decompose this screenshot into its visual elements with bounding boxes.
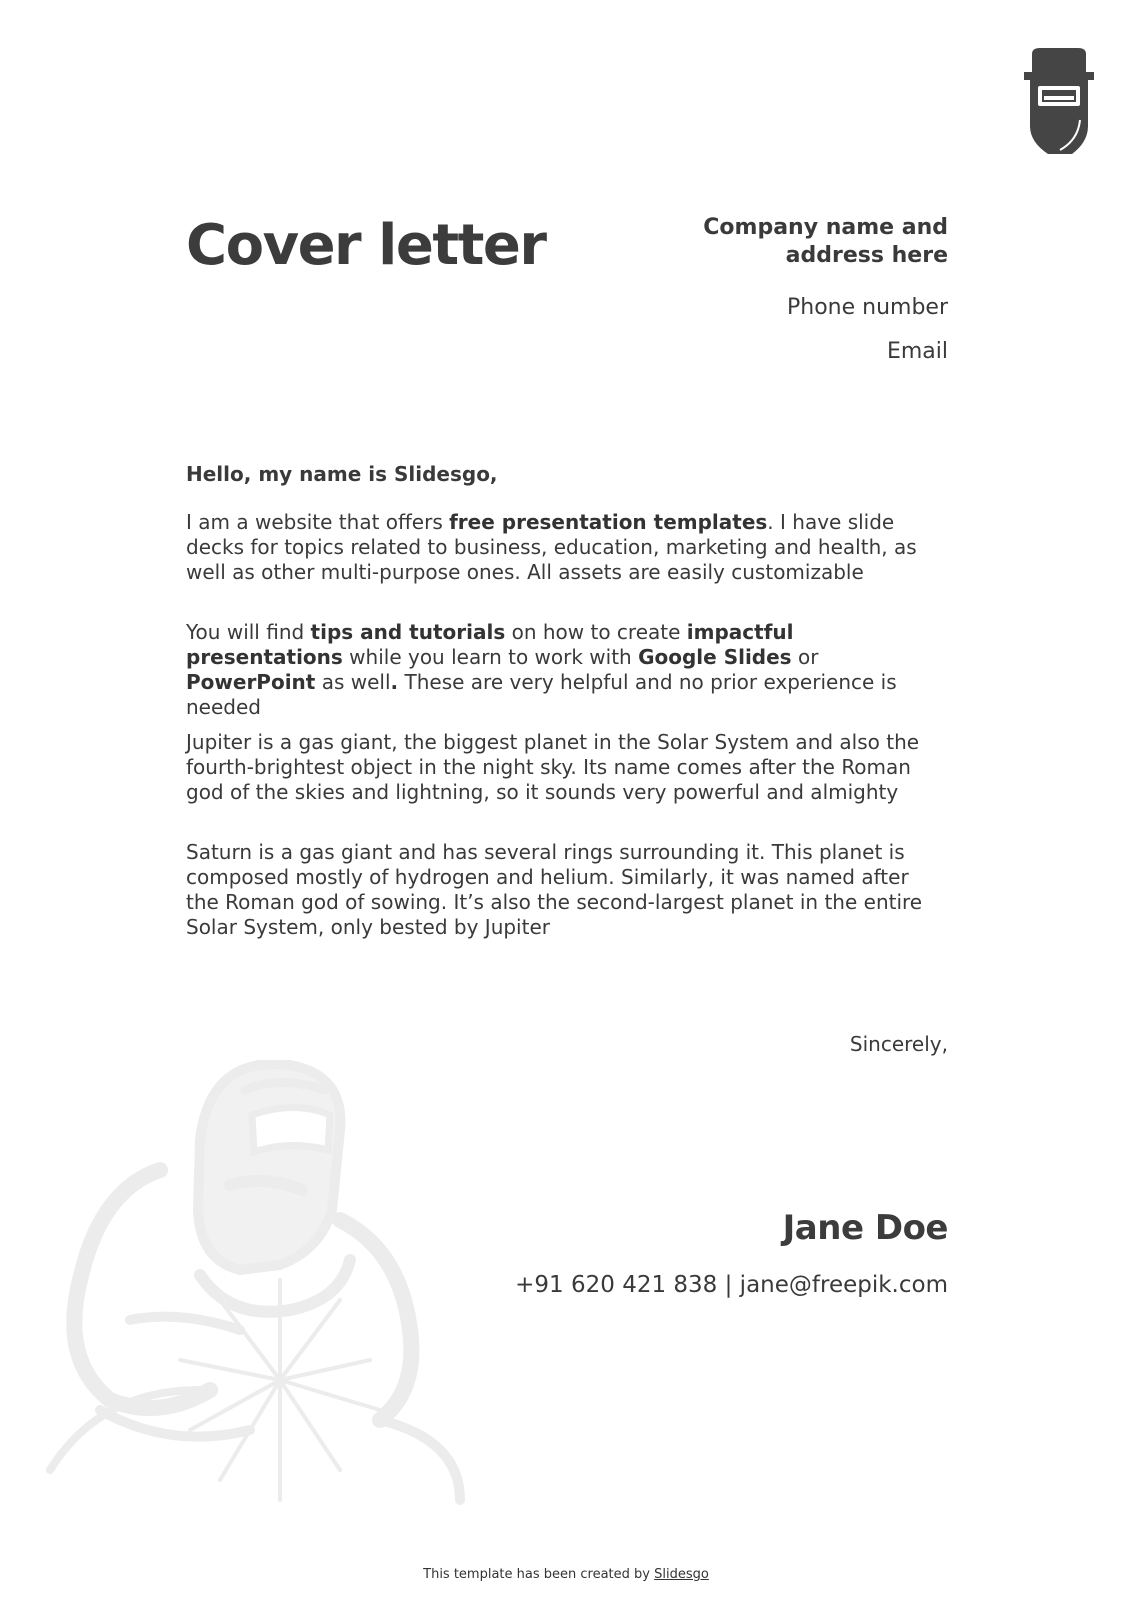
paragraph-4: Saturn is a gas giant and has several rings surrounding it. This planet is composed mostly of hydrogen and helium. Similarly, it was named after the Roman god of sowing. It’s also the second-largest planet in the entire Solar System, only bested by Jupiter bbox=[186, 840, 923, 939]
company-name-address bbox=[703, 214, 948, 270]
p1-text: I am a website that offers bbox=[186, 510, 450, 534]
email: Email bbox=[886, 339, 948, 364]
closing: Sincerely, bbox=[849, 1032, 948, 1056]
signature-name: Jane Doe bbox=[782, 1208, 948, 1248]
footer-text: This template has been created by bbox=[423, 1567, 655, 1582]
p2-text: as well bbox=[315, 670, 391, 694]
paragraph-1 bbox=[186, 510, 946, 585]
p2-text: on how to create bbox=[505, 620, 687, 644]
slidesgo-link[interactable]: Slidesgo bbox=[654, 1567, 709, 1582]
p1-bold: free presentation templates bbox=[449, 510, 768, 534]
paragraph-3: Jupiter is a gas giant, the biggest planet in the Solar System and also the fourth-brightest object in the night sky. Its name comes after the Roman god of the skies and lightning, so it sounds very powerful and almighty bbox=[186, 730, 920, 804]
p2-bold: Google Slides bbox=[638, 645, 792, 669]
company-line-1: Company name and bbox=[703, 215, 948, 240]
p2-bold: impactful presentations bbox=[186, 620, 794, 669]
greeting: Hello, my name is Slidesgo, bbox=[186, 462, 498, 486]
paragraph-2 bbox=[186, 620, 946, 720]
p2-text: These are very helpful and no prior experience is needed bbox=[186, 670, 897, 719]
company-line-2: address here bbox=[785, 243, 948, 268]
signature-contact: +91 620 421 838 | jane@freepik.com bbox=[515, 1272, 948, 1298]
p2-text: while you learn to work with bbox=[342, 645, 639, 669]
phone-number: Phone number bbox=[786, 295, 948, 320]
p2-bold: tips and tutorials bbox=[310, 620, 506, 644]
p2-text: You will find bbox=[186, 620, 311, 644]
welding-helmet-icon bbox=[1018, 46, 1100, 158]
p2-text: or bbox=[791, 645, 819, 669]
p2-bold: PowerPoint bbox=[186, 670, 316, 694]
footer-credit bbox=[0, 1567, 1132, 1582]
page-title: Cover letter bbox=[186, 213, 546, 278]
p2-bold: . bbox=[390, 670, 399, 694]
welder-illustration bbox=[40, 1060, 490, 1530]
p1-text: . I have slide decks for topics related to business, education, marketing and health, as well as other multi-purpose ones. All assets are easily customizable bbox=[186, 510, 917, 584]
